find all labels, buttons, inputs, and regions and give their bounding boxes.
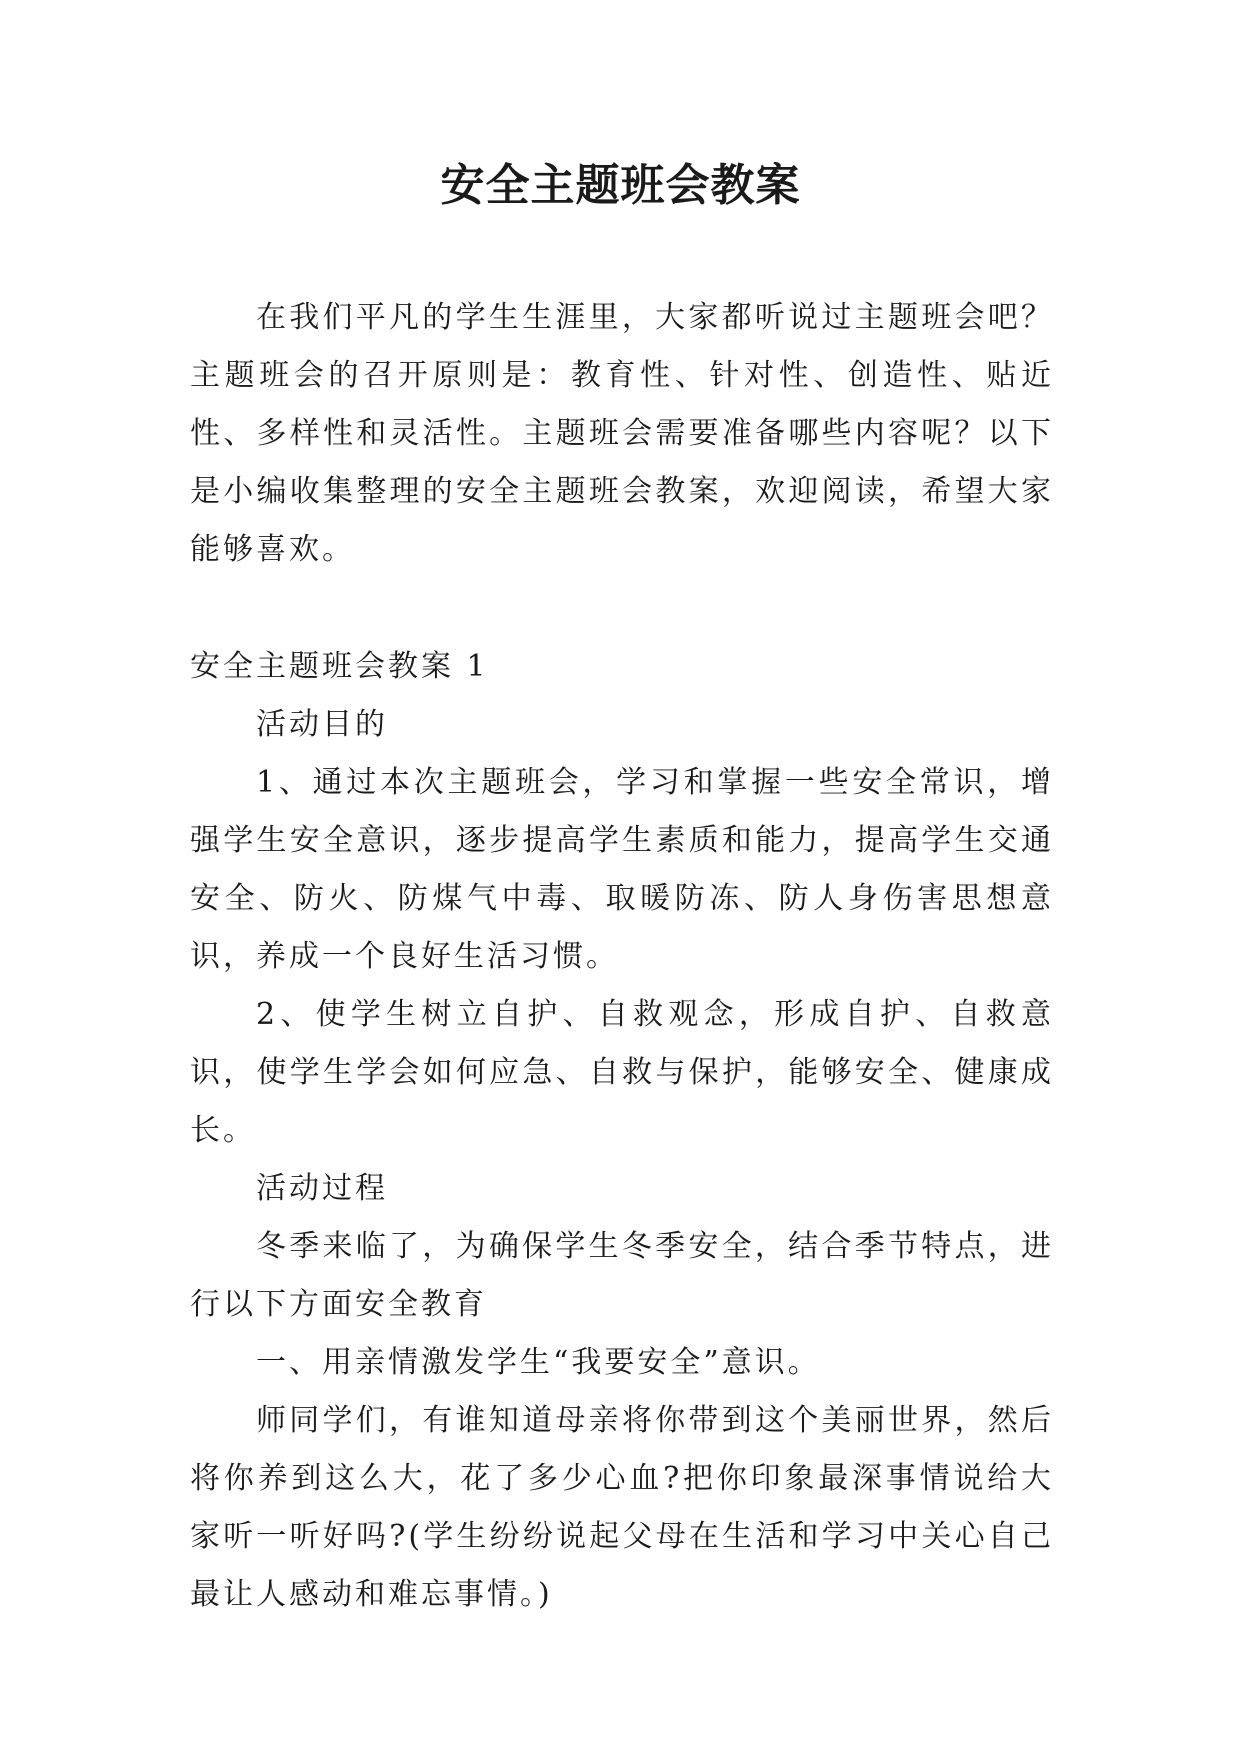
section-heading: 安全主题班会教案 1 <box>190 649 489 684</box>
section-1 <box>190 638 1054 1624</box>
process-heading: 活动过程 <box>256 1171 388 1206</box>
document-title: 安全主题班会教案 <box>440 160 801 211</box>
process-intro: 冬季来临了，为确保学生冬季安全，结合季节特点，进行以下方面安全教育 <box>190 1229 1054 1322</box>
part-1-text: 师同学们，有谁知道母亲将你带到这个美丽世界，然后将你养到这么大，花了多少心血?把你印象最深事情说给大家听一听好吗?(学生纷纷说起父母在生活和学习中关心自己最让人感动和难忘事情。) <box>190 1403 1054 1612</box>
goal-heading: 活动目的 <box>256 707 388 742</box>
part-1-heading: 一、用亲情激发学生“我要安全”意识。 <box>256 1345 821 1380</box>
intro-block <box>190 289 1054 579</box>
goal-item-2: 2、使学生树立自护、自救观念，形成自护、自救意识，使学生学会如何应急、自救与保护，能够安全、健康成长。 <box>190 997 1054 1148</box>
goal-item-1: 1、通过本次主题班会，学习和掌握一些安全常识，增强学生安全意识，逐步提高学生素质和能力，提高学生交通安全、防火、防煤气中毒、取暖防冻、防人身伤害思想意识，养成一个良好生活习惯。 <box>190 765 1054 974</box>
intro-paragraph: 在我们平凡的学生生涯里，大家都听说过主题班会吧？主题班会的召开原则是：教育性、针对性、创造性、贴近性、多样性和灵活性。主题班会需要准备哪些内容呢？以下是小编收集整理的安全主题班会教案，欢迎阅读，希望大家能够喜欢。 <box>190 300 1054 567</box>
